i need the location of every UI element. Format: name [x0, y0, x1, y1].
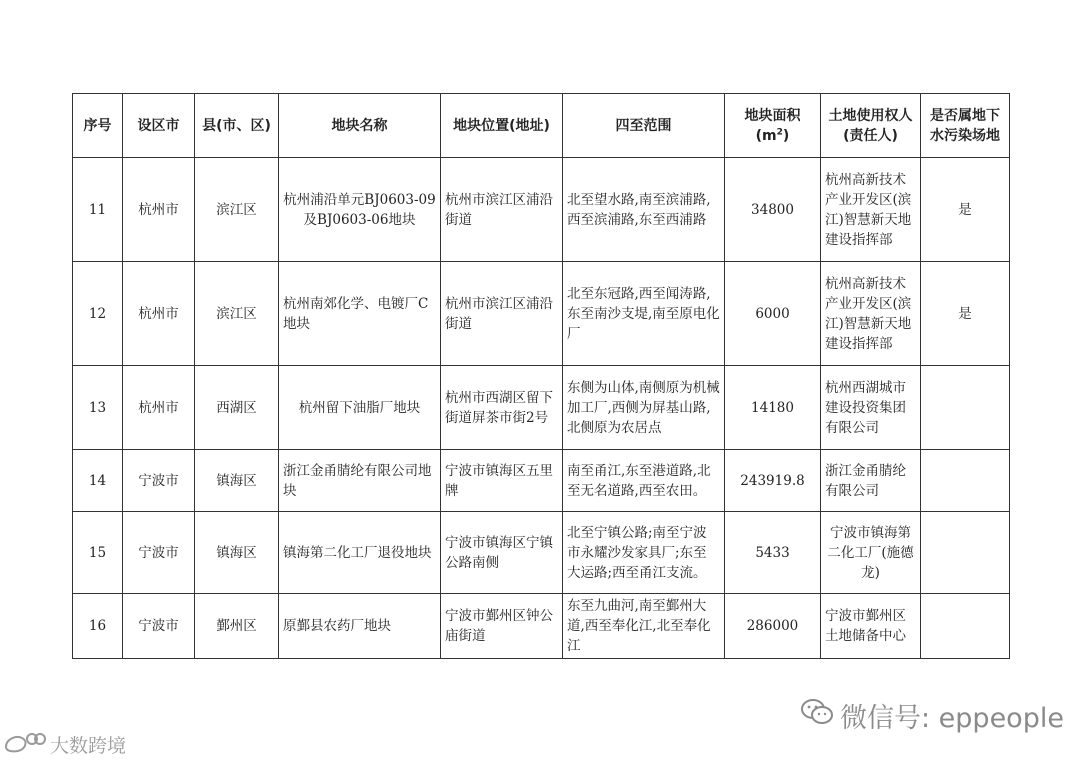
cell-area: 6000	[725, 262, 821, 366]
table-row	[73, 158, 1010, 262]
cell-no: 16	[73, 594, 123, 659]
cell-groundwater	[921, 594, 1010, 659]
cell-county: 镇海区	[195, 450, 279, 512]
cell-county: 西湖区	[195, 366, 279, 450]
cell-owner: 浙江金甬腈纶有限公司	[821, 450, 921, 512]
table-header-row	[73, 94, 1010, 158]
table-row	[73, 262, 1010, 366]
cell-city: 杭州市	[123, 158, 195, 262]
header-area	[725, 94, 821, 158]
cell-city: 宁波市	[123, 594, 195, 659]
cell-location: 宁波市镇海区宁镇公路南侧	[441, 512, 563, 594]
cell-boundary: 东至九曲河,南至鄞州大道,西至奉化江,北至奉化江	[563, 594, 725, 659]
weibo-account-text: 大数跨境	[50, 735, 127, 757]
cell-area: 243919.8	[725, 450, 821, 512]
cell-city: 杭州市	[123, 262, 195, 366]
table-row	[73, 512, 1010, 594]
header-boundary: 四至范围	[563, 94, 725, 158]
cell-location: 杭州市滨江区浦沿街道	[441, 158, 563, 262]
cell-owner: 杭州高新技术产业开发区(滨江)智慧新天地建设指挥部	[821, 262, 921, 366]
cell-area: 5433	[725, 512, 821, 594]
table-row	[73, 366, 1010, 450]
cell-name: 浙江金甬腈纶有限公司地块	[279, 450, 441, 512]
cell-name: 镇海第二化工厂退役地块	[279, 512, 441, 594]
header-owner: 土地使用权人(责任人)	[821, 94, 921, 158]
cell-county: 滨江区	[195, 158, 279, 262]
cell-area: 286000	[725, 594, 821, 659]
wechat-id-text: 微信号: eppeople	[840, 703, 1064, 734]
cell-city: 宁波市	[123, 450, 195, 512]
header-name: 地块名称	[279, 94, 441, 158]
cell-city: 杭州市	[123, 366, 195, 450]
cell-groundwater	[921, 366, 1010, 450]
cell-groundwater: 是	[921, 262, 1010, 366]
header-area-label: 地块面积	[744, 107, 801, 124]
cell-owner: 杭州高新技术产业开发区(滨江)智慧新天地建设指挥部	[821, 158, 921, 262]
cell-owner: 杭州西湖城市建设投资集团有限公司	[821, 366, 921, 450]
table-row	[73, 594, 1010, 659]
table-row	[73, 450, 1010, 512]
header-area-unit-close: )	[782, 127, 790, 144]
cell-no: 12	[73, 262, 123, 366]
cell-city: 宁波市	[123, 512, 195, 594]
cell-boundary: 南至甬江,东至港道路,北至无名道路,西至农田。	[563, 450, 725, 512]
weibo-icon	[2, 729, 46, 760]
cell-boundary: 北至宁镇公路;南至宁波市永耀沙发家具厂;东至大运路;西至甬江支流。	[563, 512, 725, 594]
cell-no: 15	[73, 512, 123, 594]
cell-county: 鄞州区	[195, 594, 279, 659]
cell-location: 宁波市镇海区五里牌	[441, 450, 563, 512]
cell-area: 34800	[725, 158, 821, 262]
weibo-watermark	[2, 729, 126, 760]
cell-no: 13	[73, 366, 123, 450]
header-city: 设区市	[123, 94, 195, 158]
cell-name: 杭州南郊化学、电镀厂C地块	[279, 262, 441, 366]
cell-owner: 宁波市镇海第二化工厂(施德龙)	[821, 512, 921, 594]
wechat-watermark	[800, 696, 1064, 735]
header-no: 序号	[73, 94, 123, 158]
cell-name: 杭州留下油脂厂地块	[279, 366, 441, 450]
cell-no: 14	[73, 450, 123, 512]
cell-owner: 宁波市鄞州区土地储备中心	[821, 594, 921, 659]
cell-name: 原鄞县农药厂地块	[279, 594, 441, 659]
cell-groundwater	[921, 450, 1010, 512]
cell-location: 杭州市西湖区留下街道屏茶市街2号	[441, 366, 563, 450]
wechat-icon	[800, 697, 834, 734]
cell-boundary: 东侧为山体,南侧原为机械加工厂,西侧为屏基山路,北侧原为农居点	[563, 366, 725, 450]
header-location: 地块位置(地址)	[441, 94, 563, 158]
cell-groundwater	[921, 512, 1010, 594]
cell-location: 杭州市滨江区浦沿街道	[441, 262, 563, 366]
header-area-unit-sup: 2	[776, 126, 783, 137]
cell-county: 滨江区	[195, 262, 279, 366]
header-county: 县(市、区)	[195, 94, 279, 158]
cell-county: 镇海区	[195, 512, 279, 594]
cell-boundary: 北至望水路,南至滨浦路,西至滨浦路,东至西浦路	[563, 158, 725, 262]
cell-no: 11	[73, 158, 123, 262]
cell-location: 宁波市鄞州区钟公庙街道	[441, 594, 563, 659]
cell-boundary: 北至东冠路,西至闻涛路,东至南沙支堤,南至原电化厂	[563, 262, 725, 366]
header-area-unit-open: (m	[755, 127, 777, 144]
cell-name: 杭州浦沿单元BJ0603-09及BJ0603-06地块	[279, 158, 441, 262]
cell-area: 14180	[725, 366, 821, 450]
cell-groundwater: 是	[921, 158, 1010, 262]
header-groundwater: 是否属地下水污染场地	[921, 94, 1010, 158]
contaminated-sites-table	[72, 93, 1010, 659]
